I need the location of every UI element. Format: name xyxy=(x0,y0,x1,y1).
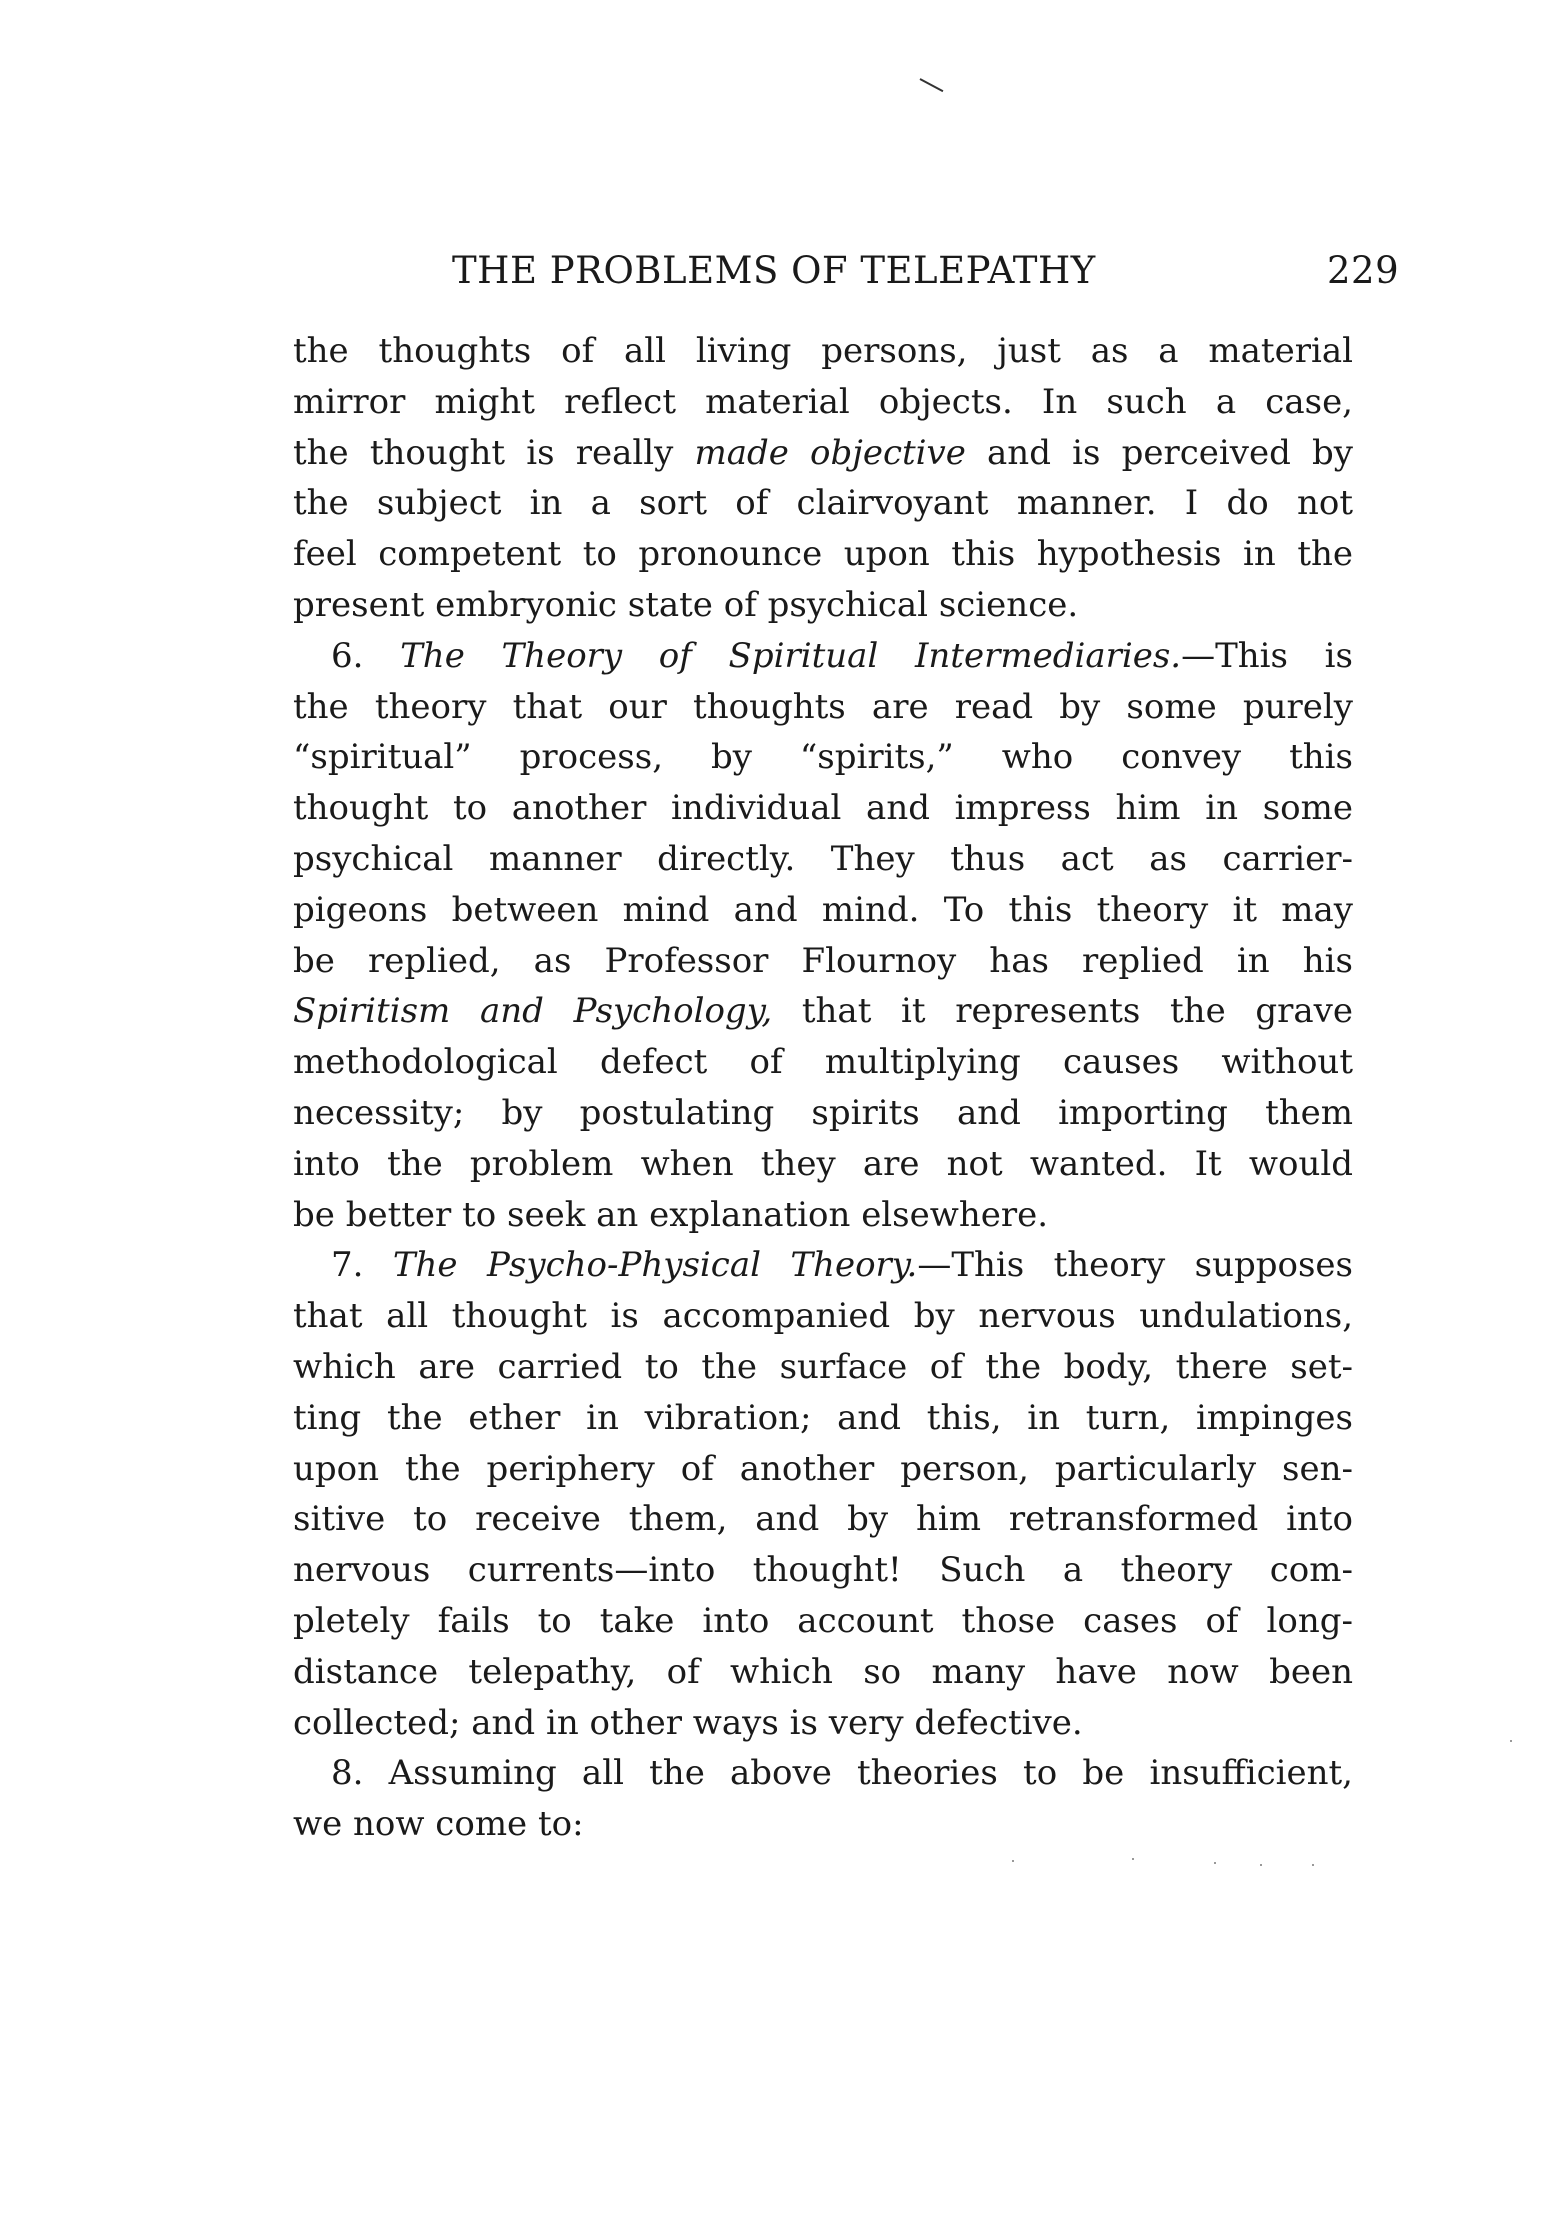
text-line: ting the ether in vibration; and this, in turn, impinges xyxy=(293,1397,1353,1438)
scan-speck xyxy=(1312,1864,1314,1866)
text-line: methodological defect of multiplying causes without xyxy=(293,1042,1353,1083)
text-line: the subject in a sort of clairvoyant manner. I do not xyxy=(293,483,1353,524)
text-run: that it represents the grave xyxy=(772,991,1353,1032)
text-line: be better to seek an explanation elsewhere. xyxy=(293,1194,1049,1235)
text-run: the thought is really xyxy=(293,432,695,473)
text-line: sitive to receive them, and by him retransformed into xyxy=(293,1499,1353,1540)
text-run: and is perceived by xyxy=(965,432,1353,473)
section-7-title: The Psycho-Physical Theory. xyxy=(392,1245,918,1286)
scan-speck xyxy=(1214,1862,1216,1864)
text-run: —This is xyxy=(1181,635,1353,676)
italic-emphasis: made objective xyxy=(694,432,966,473)
text-line xyxy=(293,986,1353,1037)
text-line: feel competent to pronounce upon this hypothesis in the xyxy=(293,534,1353,575)
text-line xyxy=(293,428,1353,479)
stray-pencil-mark xyxy=(920,78,944,92)
running-title: THE PROBLEMS OF TELEPATHY xyxy=(452,249,1096,292)
scan-speck xyxy=(1510,1740,1512,1742)
text-line: which are carried to the surface of the body, there set- xyxy=(293,1346,1353,1387)
text-line: the theory that our thoughts are read by some purely xyxy=(293,686,1353,727)
scan-speck xyxy=(1012,1860,1014,1862)
text-line: upon the periphery of another person, particularly sen- xyxy=(293,1448,1353,1489)
text-line: pigeons between mind and mind. To this theory it may xyxy=(293,889,1353,930)
text-run: —This theory supposes xyxy=(917,1245,1353,1286)
text-line: necessity; by postulating spirits and importing them xyxy=(293,1092,1353,1133)
text-line: pletely fails to take into account those cases of long- xyxy=(293,1600,1353,1641)
text-line: mirror might reflect material objects. In such a case, xyxy=(293,381,1353,422)
text-run: 7. xyxy=(331,1245,393,1286)
text-line: that all thought is accompanied by nervous undulations, xyxy=(293,1296,1353,1337)
page-header xyxy=(452,245,1400,297)
text-run: 6. xyxy=(331,635,401,676)
text-line: distance telepathy, of which so many have now been xyxy=(293,1651,1353,1692)
text-line: be replied, as Professor Flournoy has replied in his xyxy=(293,940,1353,981)
page-number: 229 xyxy=(1327,249,1400,292)
text-line: the thoughts of all living persons, just as a material xyxy=(293,331,1353,371)
text-line: psychical manner directly. They thus act as carrier- xyxy=(293,838,1353,879)
text-line: present embryonic state of psychical science. xyxy=(293,584,1079,625)
scan-speck xyxy=(1260,1864,1262,1866)
text-line: we now come to: xyxy=(293,1804,584,1845)
text-line: into the problem when they are not wanted. It would xyxy=(293,1143,1353,1184)
text-line: thought to another individual and impress him in some xyxy=(293,788,1353,829)
section-6-title: The Theory of Spiritual Intermediaries. xyxy=(400,635,1182,676)
scan-speck xyxy=(1132,1858,1134,1860)
section-8-line: 8. Assuming all the above theories to be insufficient, xyxy=(331,1753,1353,1794)
body-text xyxy=(293,326,1353,1850)
text-line: “spiritual” process, by “spirits,” who convey this xyxy=(293,737,1353,778)
text-line: collected; and in other ways is very defective. xyxy=(293,1702,1083,1743)
text-line: nervous currents—into thought! Such a theory com- xyxy=(293,1550,1353,1591)
section-6-heading-line xyxy=(293,631,1353,682)
section-7-heading-line xyxy=(293,1240,1353,1291)
book-title: Spiritism and Psychology, xyxy=(293,991,773,1032)
